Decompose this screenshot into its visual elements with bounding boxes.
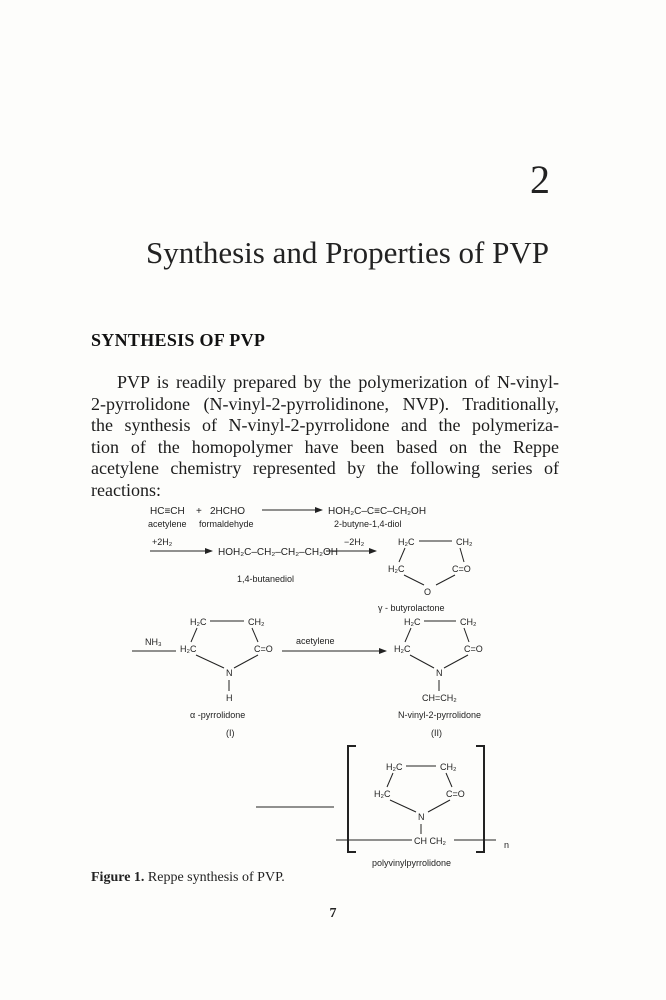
svg-text:CH₂: CH₂ — [460, 617, 477, 627]
dehydrogenation-reagent: −2H₂ — [344, 537, 365, 547]
acetylene-formula: HC≡CH — [150, 506, 185, 517]
svg-text:C=O: C=O — [254, 644, 273, 654]
svg-text:H₂C: H₂C — [386, 762, 403, 772]
svg-text:H₂C: H₂C — [388, 564, 405, 574]
butyrolactone-ring — [388, 537, 473, 597]
formaldehyde-name: formaldehyde — [199, 519, 254, 529]
svg-text:H₂C: H₂C — [374, 789, 391, 799]
svg-text:H₂C: H₂C — [190, 617, 207, 627]
plus-sign: + — [196, 506, 202, 517]
page-number: 7 — [329, 906, 337, 921]
paragraph-line: tion of the homopolymer have been based on the Reppe — [91, 436, 559, 457]
svg-text:C=O: C=O — [452, 564, 471, 574]
svg-text:N: N — [418, 812, 425, 822]
chapter-number: 2 — [530, 157, 550, 202]
nvp-ring — [394, 617, 483, 691]
svg-text:N: N — [436, 668, 443, 678]
svg-text:CH₂: CH₂ — [440, 762, 457, 772]
svg-text:CH₂: CH₂ — [248, 617, 265, 627]
svg-text:C=O: C=O — [446, 789, 465, 799]
nvp-name: N-vinyl-2-pyrrolidone — [398, 710, 482, 720]
svg-text:H₂C: H₂C — [398, 537, 415, 547]
alpha-pyrrolidone-ring — [180, 617, 273, 703]
repeat-subscript: n — [504, 840, 510, 850]
formaldehyde-formula: 2HCHO — [210, 506, 246, 517]
butanediol-name: 1,4-butanediol — [237, 574, 295, 584]
figure-caption — [91, 870, 285, 886]
hydrogenation-reagent: +2H₂ — [152, 537, 173, 547]
compound-number-ii: (II) — [431, 728, 442, 738]
polymer-name: polyvinylpyrrolidone — [372, 858, 452, 868]
body-paragraph — [91, 372, 559, 502]
paragraph-line: reactions: — [91, 479, 161, 500]
svg-text:N: N — [226, 668, 233, 678]
butyrolactone-name: γ - butyrolactone — [378, 603, 445, 613]
alpha-pyrrolidone-name: α -pyrrolidone — [190, 710, 246, 720]
vinyl-substituent: CH=CH₂ — [422, 693, 457, 703]
svg-text:O: O — [424, 587, 432, 597]
svg-text:CH CH₂: CH CH₂ — [414, 836, 446, 846]
acetylene-name: acetylene — [148, 519, 187, 529]
svg-text:H₂C: H₂C — [394, 644, 411, 654]
section-heading: SYNTHESIS OF PVP — [91, 330, 266, 350]
reaction-scheme — [0, 500, 666, 870]
svg-text:C=O: C=O — [464, 644, 483, 654]
butanediol-formula: HOH₂C–CH₂–CH₂–CH₂OH — [218, 547, 338, 558]
figure-caption-text: Reppe synthesis of PVP. — [147, 870, 285, 885]
paragraph-line: acetylene chemistry represented by the following series of — [91, 458, 559, 479]
svg-text:H₂C: H₂C — [180, 644, 197, 654]
polymer-repeat-unit — [336, 746, 496, 852]
acetylene-reagent: acetylene — [296, 636, 335, 646]
paragraph-line: 2-pyrrolidone (N-vinyl-2-pyrrolidinone, NVP). Traditionally, — [91, 393, 559, 414]
svg-text:H₂C: H₂C — [404, 617, 421, 627]
butynediol-name: 2-butyne-1,4-diol — [334, 519, 402, 529]
ammonia-reagent: NH₃ — [145, 637, 162, 647]
compound-number-i: (I) — [226, 728, 235, 738]
figure-label: Figure 1. — [91, 870, 145, 885]
svg-text:CH₂: CH₂ — [456, 537, 473, 547]
chapter-title: Synthesis and Properties of PVP — [146, 235, 549, 270]
paragraph-line: PVP is readily prepared by the polymerization of N-vinyl- — [117, 372, 559, 392]
butynediol-formula: HOH₂C–C≡C–CH₂OH — [328, 506, 427, 517]
paragraph-line: the synthesis of N-vinyl-2-pyrrolidone and the polymeriza- — [91, 415, 559, 436]
svg-text:H: H — [226, 693, 233, 703]
